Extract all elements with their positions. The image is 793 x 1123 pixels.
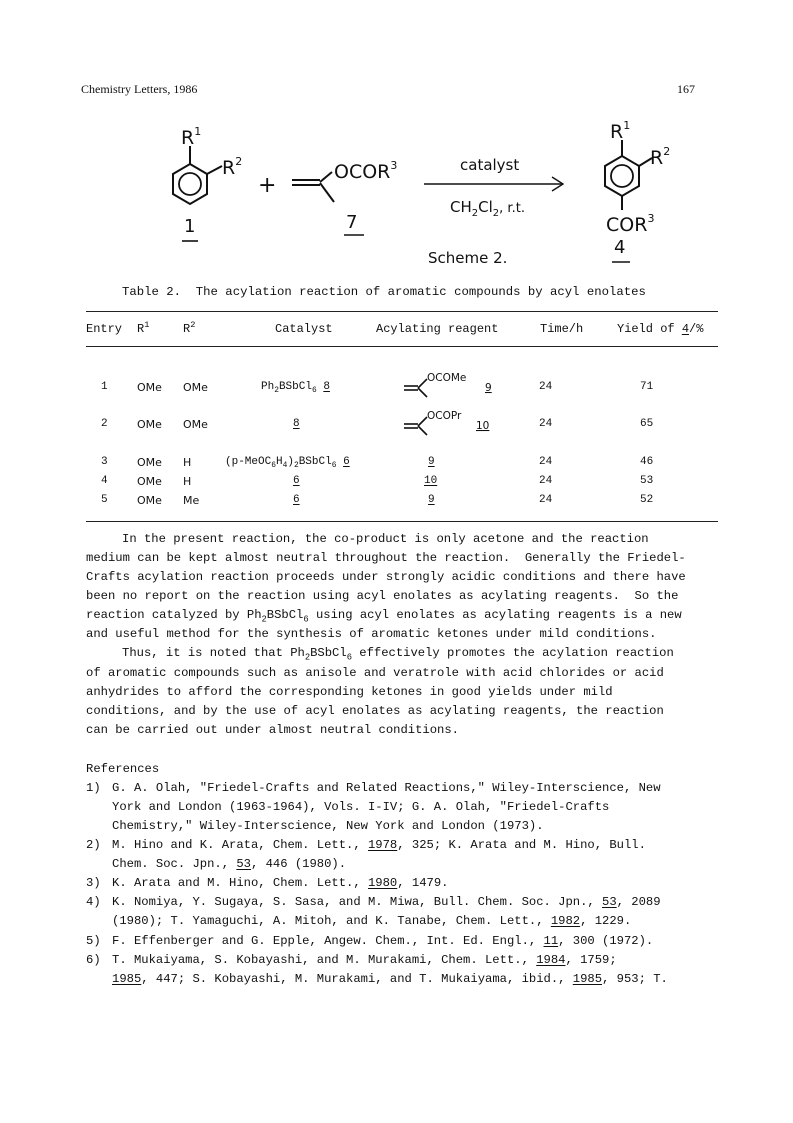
ref-line: T. Mukaiyama, S. Kobayashi, and M. Murakami, Chem. Lett., 1984, 1759;	[112, 953, 617, 967]
row5-catalyst: 6	[293, 494, 300, 506]
ref-line: 1985, 447; S. Kobayashi, M. Murakami, and T. Mukaiyama, ibid., 1985, 953; T.	[112, 972, 668, 986]
paragraph-line: been no report on the reaction using acyl enolates as acylating reagents. So the	[86, 589, 679, 603]
paragraph-line: Crafts acylation reaction proceeds under strongly acidic conditions and there have	[86, 570, 686, 584]
paragraph-line: conditions, and by the use of acyl enolates as acylating reagents, the reaction	[86, 704, 664, 718]
page-number: 167	[677, 82, 695, 96]
ref-line: F. Effenberger and G. Epple, Angew. Chem., Int. Ed. Engl., 11, 300 (1972).	[112, 934, 654, 948]
enol-ester-group: OCOR$^3$	[334, 159, 398, 183]
row2-catalyst: 8	[293, 418, 300, 430]
paragraph-line: In the present reaction, the co-product is only acetone and the reaction	[122, 532, 649, 546]
ref-line: Chem. Soc. Jpn., 53, 446 (1980).	[112, 857, 347, 871]
svg-text:10: 10	[476, 420, 490, 432]
row5-entry: 5	[101, 494, 108, 506]
paragraph-line: can be carried out under almost neutral conditions.	[86, 723, 459, 737]
row5-r2: Me	[183, 494, 200, 507]
col-header-reagent: Acylating reagent	[376, 322, 499, 336]
table-header-rule	[86, 346, 718, 347]
plus-sign: +	[258, 173, 277, 198]
svg-text:9: 9	[485, 382, 492, 394]
reactant-r2-label: $R^2$	[222, 155, 243, 179]
paragraph-line: anhydrides to afford the corresponding ketones in good yields under mild	[86, 685, 613, 699]
ref-line: K. Nomiya, Y. Sugaya, S. Sasa, and M. Miwa, Bull. Chem. Soc. Jpn., 53, 2089	[112, 895, 661, 909]
row5-yield: 52	[640, 494, 654, 506]
svg-text:OCOPr: OCOPr	[427, 410, 462, 422]
ref-number: 3)	[86, 876, 101, 890]
reactant-benzene-ring	[173, 146, 222, 204]
catalyst-label: catalyst	[460, 156, 520, 174]
row1-catalyst: $Ph_2BSbCl_6$ 8	[261, 381, 330, 396]
col-header-time: Time/h	[540, 322, 584, 336]
enol-ester-structure	[292, 172, 334, 202]
row3-yield: 46	[640, 456, 654, 468]
compound-1-label: 1	[184, 216, 196, 237]
col-header-catalyst: Catalyst	[275, 322, 333, 336]
product-r2-label: $R^2$	[650, 145, 671, 169]
table-top-rule	[86, 311, 718, 312]
ref-line: Chemistry," Wiley-Interscience, New York and London (1973).	[112, 819, 544, 833]
journal-header: Chemistry Letters, 1986	[81, 82, 198, 96]
svg-text:OCOMe: OCOMe	[427, 372, 467, 384]
ref-number: 4)	[86, 895, 101, 909]
row3-time: 24	[539, 456, 553, 468]
row4-r2: H	[183, 475, 192, 488]
col-header-r2: $R^2$	[183, 320, 196, 336]
row1-entry: 1	[101, 381, 108, 393]
row1-r1: OMe	[137, 381, 162, 394]
paragraph-line: reaction catalyzed by $Ph_2BSbCl_6$ using acyl enolates as acylating reagents is a new	[86, 608, 682, 625]
reaction-arrow	[424, 177, 563, 191]
compound-4-label: 4	[614, 237, 626, 258]
row3-entry: 3	[101, 456, 108, 468]
row5-r1: OMe	[137, 494, 162, 507]
ref-line: K. Arata and M. Hino, Chem. Lett., 1980, 1479.	[112, 876, 449, 890]
references-heading: References	[86, 762, 160, 776]
row4-time: 24	[539, 475, 553, 487]
row5-reagent: 9	[428, 494, 435, 506]
row1-time: 24	[539, 381, 553, 393]
paragraph-line: medium can be kept almost neutral throughout the reaction. Generally the Friedel-	[86, 551, 686, 565]
ref-line: (1980); T. Yamaguchi, A. Mitoh, and K. Tanabe, Chem. Lett., 1982, 1229.	[112, 914, 632, 928]
product-r1-label: $R^1$	[610, 119, 631, 143]
ref-line: M. Hino and K. Arata, Chem. Lett., 1978, 325; K. Arata and M. Hino, Bull.	[112, 838, 646, 852]
ref-line: York and London (1963-1964), Vols. I-IV; G. A. Olah, "Friedel-Crafts	[112, 800, 610, 814]
row4-r1: OMe	[137, 475, 162, 488]
row1-reagent	[400, 366, 505, 400]
product-cor3-group: COR$^3$	[606, 212, 655, 236]
col-header-r1: $R^1$	[137, 320, 150, 336]
row3-catalyst: $(p-MeOC_6H_4)_2BSbCl_6$ 6	[225, 456, 350, 471]
row4-catalyst: 6	[293, 475, 300, 487]
row4-reagent: 10	[424, 475, 438, 487]
table-bottom-rule	[86, 521, 718, 522]
row5-time: 24	[539, 494, 553, 506]
ref-number: 5)	[86, 934, 101, 948]
row2-reagent	[400, 404, 505, 438]
ref-number: 1)	[86, 781, 101, 795]
row3-r1: OMe	[137, 456, 162, 469]
row3-reagent: 9	[428, 456, 435, 468]
ref-number: 2)	[86, 838, 101, 852]
col-header-entry: Entry	[86, 322, 123, 336]
row2-entry: 2	[101, 418, 108, 430]
compound-7-label: 7	[346, 212, 358, 233]
row2-time: 24	[539, 418, 553, 430]
paragraph-line: and useful method for the synthesis of aromatic ketones under mild conditions.	[86, 627, 657, 641]
row1-yield: 71	[640, 381, 654, 393]
row4-entry: 4	[101, 475, 108, 487]
reaction-scheme	[150, 110, 710, 275]
ref-number: 6)	[86, 953, 101, 967]
table-caption: Table 2. The acylation reaction of aromatic compounds by acyl enolates	[122, 285, 646, 299]
paragraph-line: of aromatic compounds such as anisole and veratrole with acid chlorides or acid	[86, 666, 664, 680]
ref-line: G. A. Olah, "Friedel-Crafts and Related Reactions," Wiley-Interscience, New	[112, 781, 661, 795]
reactant-r1-label: $R^1$	[181, 125, 202, 149]
row2-r2: OMe	[183, 418, 208, 431]
row2-yield: 65	[640, 418, 654, 430]
paragraph-line: Thus, it is noted that $Ph_2BSbCl_6$ effectively promotes the acylation reaction	[122, 646, 674, 663]
row4-yield: 53	[640, 475, 654, 487]
row2-r1: OMe	[137, 418, 162, 431]
col-header-yield: Yield of 4/%	[617, 322, 704, 336]
reaction-conditions: $CH_2Cl_2$, r.t.	[450, 198, 525, 219]
product-benzene-ring	[605, 140, 652, 210]
scheme-caption: Scheme 2.	[428, 249, 508, 267]
row3-r2: H	[183, 456, 192, 469]
row1-r2: OMe	[183, 381, 208, 394]
